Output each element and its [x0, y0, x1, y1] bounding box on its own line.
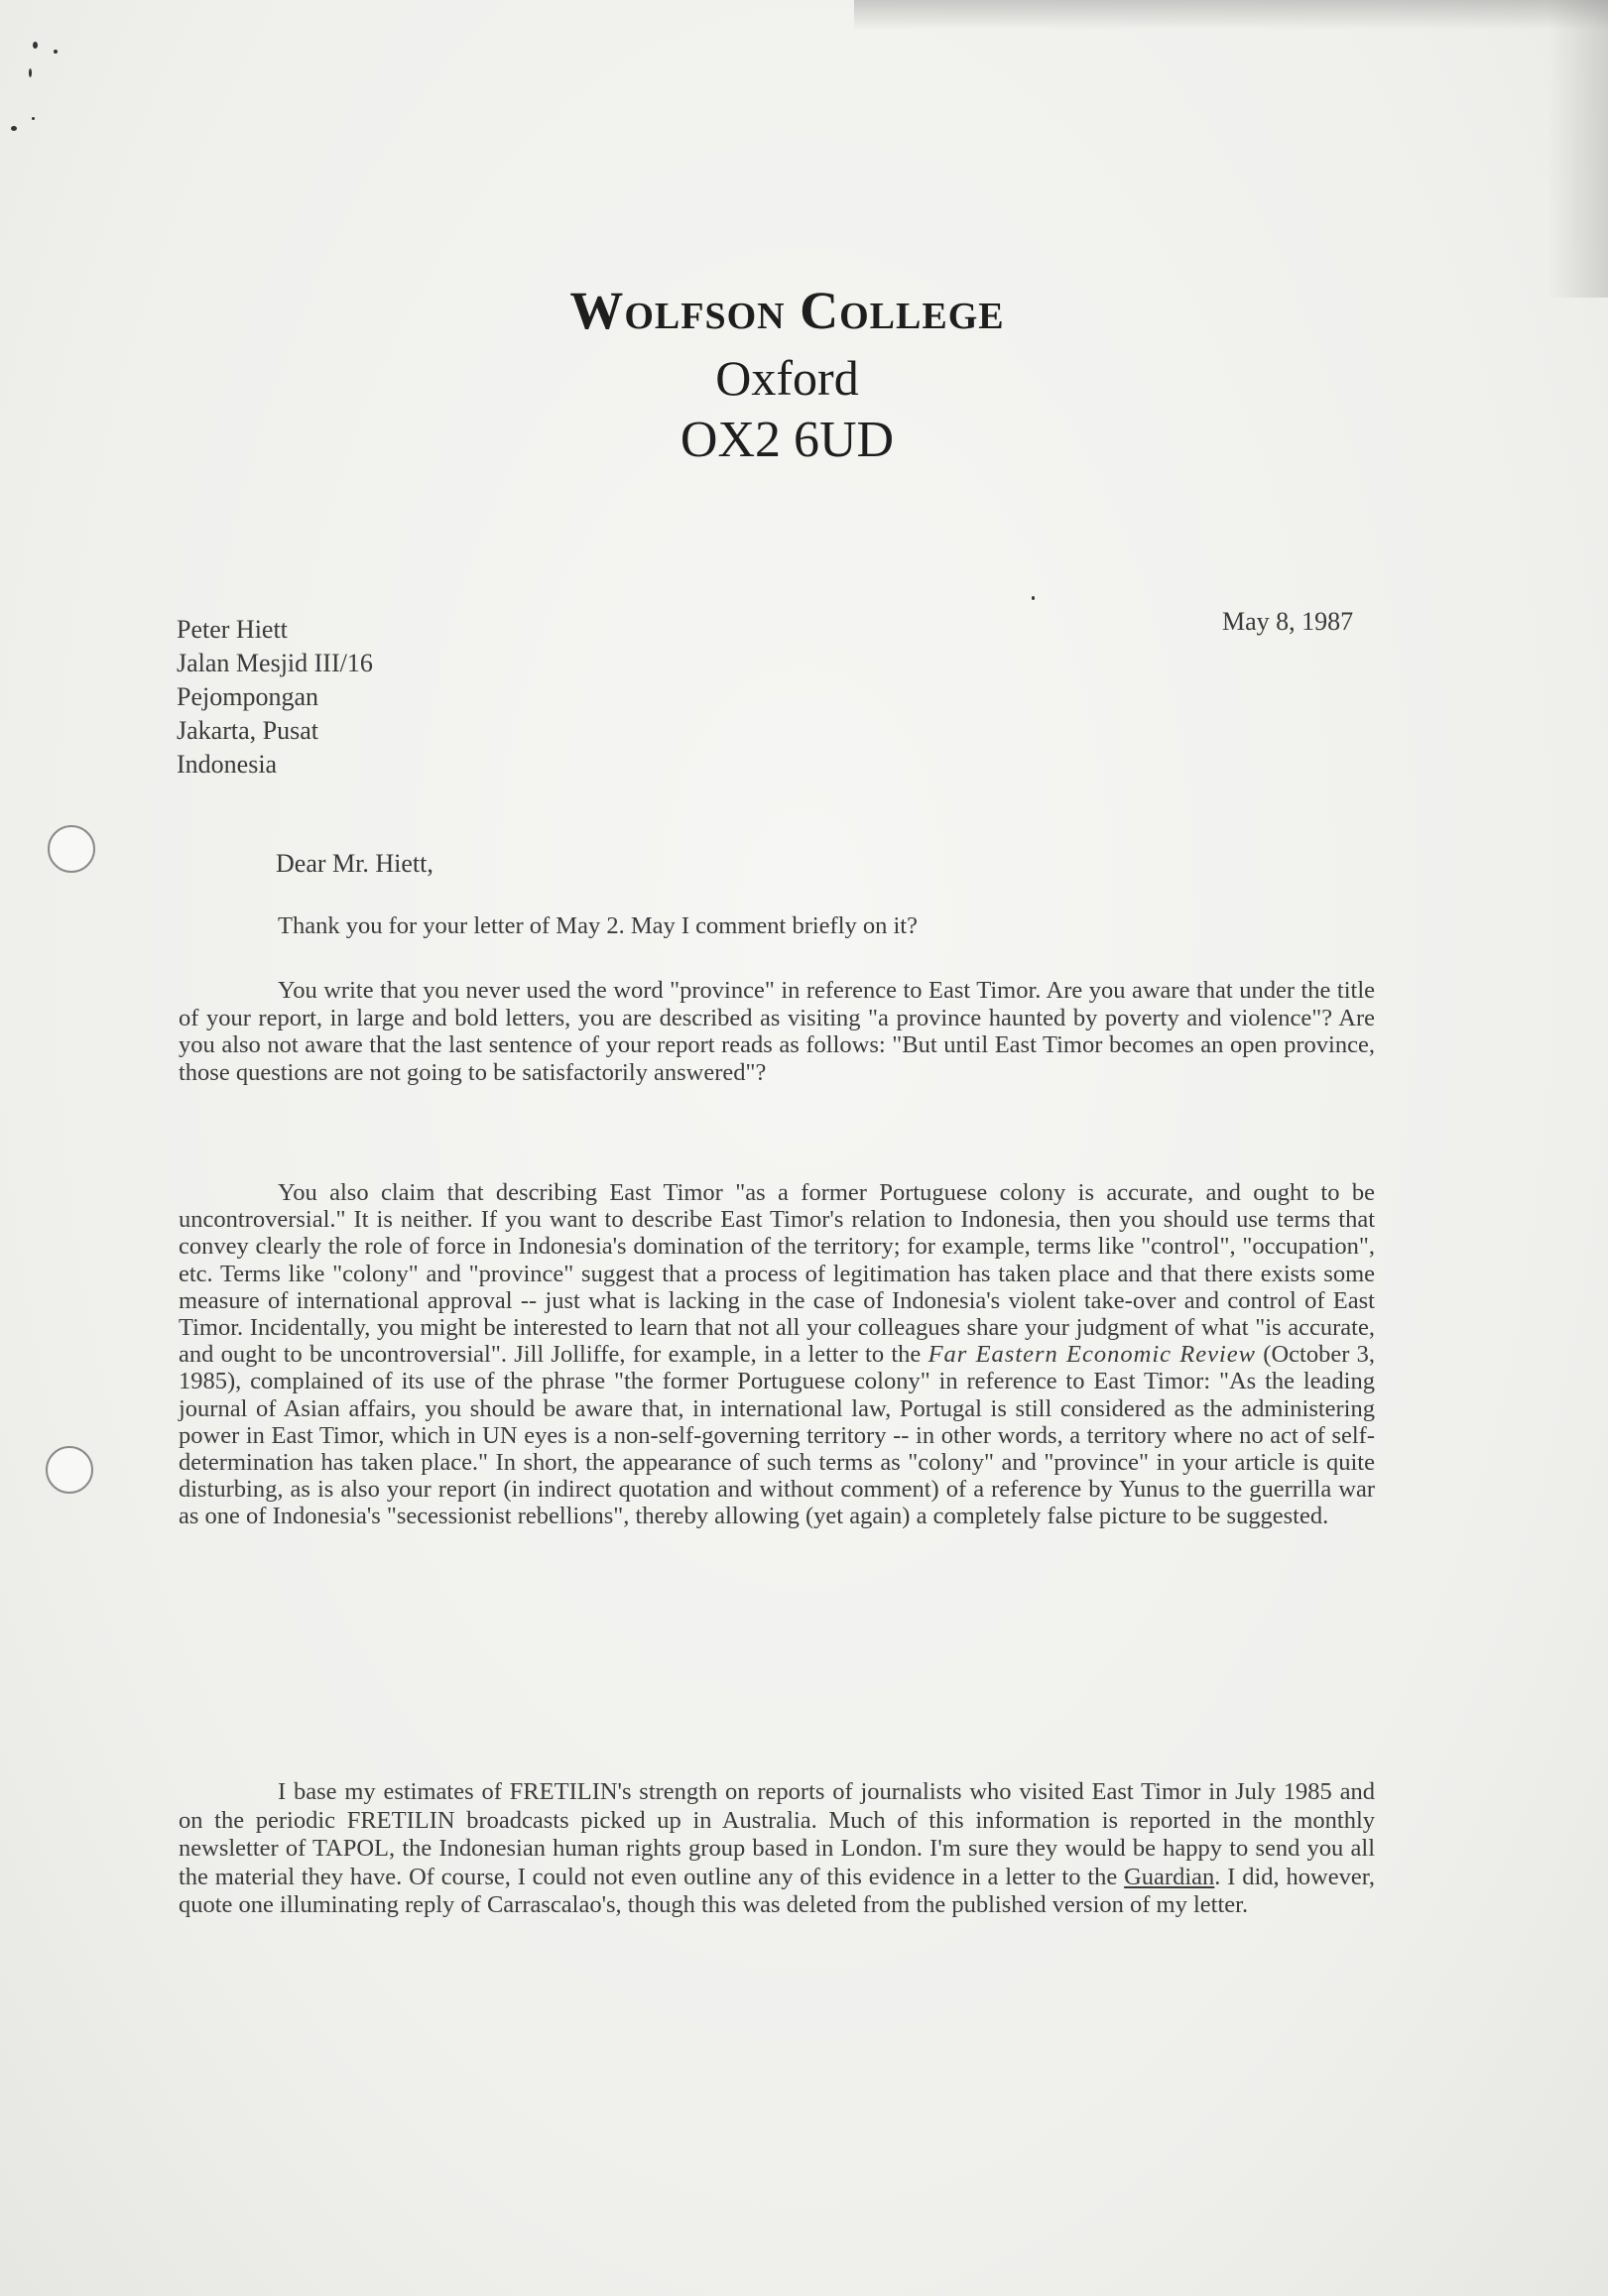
address-line: Indonesia	[177, 750, 278, 779]
scan-edge-shadow	[1548, 0, 1608, 298]
scan-speck	[1032, 596, 1035, 600]
address-line: Peter Hiett	[177, 615, 288, 644]
paragraph-3	[179, 1179, 1375, 1530]
recipient-address	[177, 613, 373, 782]
scan-speck	[54, 50, 58, 54]
journal-title: Far Eastern Economic Review	[928, 1341, 1257, 1369]
letterhead-postcode: OX2 6UD	[680, 412, 895, 468]
paragraph-4-text: I base my estimates of FRETILIN's strength on reports of journalists who visited East Timor in July 1985 and on the periodic FRETILIN broadcasts picked up in Australia. Much of this information is reported in the monthly newsletter of TAPOL, the Indonesian human rights group based in London. I'm sure they would be happy to send you all the material they have. Of course, I could not even outline any of this evidence in a letter to the	[179, 1778, 1375, 1890]
newspaper-title: Guardian	[1124, 1863, 1215, 1890]
paragraph-3-text: You also claim that describing East Timor "as a former Portuguese colony is accurate, and ought to be uncontroversial." It is neither. If you want to describe East Timor's relation to Indonesia, then you should use terms that convey clearly the role of force in Indonesia's domination of the territory; for example, terms like "control", "occupation", etc. Terms like "colony" and "province" suggest that a process of legitimation has taken place and that there exists some measure of international approval -- just what is lacking in the case of Indonesia's violent take-over and control of East Timor. Incidentally, you might be interested to learn that not all your colleagues share your judgment of what "is accurate, and ought to be uncontroversial". Jill Jolliffe, for example, in a letter to the	[179, 1179, 1375, 1369]
paragraph-3-text-continued: (October 3, 1985), complained of its use of the phrase "the former Portuguese colony" in reference to East Timor: "As the leading journal of Asian affairs, you should be aware that, in international law, Portugal is still considered as the administering power in East Timor, which in UN eyes is a non-self-governing territory -- in other words, a territory where no act of self-determination has taken place." In short, the appearance of such terms as "colony" and "province" in your article is quite disturbing, as is also your report (in indirect quotation and without comment) of a reference by Yunus to the guerrilla war as one of Indonesia's "secessionist rebellions", thereby allowing (yet again) a completely false picture to be suggested.	[179, 1341, 1376, 1530]
salutation: Dear Mr. Hiett,	[276, 849, 433, 878]
address-line: Jakarta, Pusat	[177, 716, 318, 745]
paragraph-4	[179, 1778, 1375, 1920]
scan-speck	[29, 68, 32, 77]
scan-speck	[33, 42, 38, 49]
address-line: Pejompongan	[177, 682, 318, 711]
punch-hole-bottom	[46, 1446, 93, 1494]
scan-speck	[32, 117, 35, 120]
paragraph-4-text-continued: . I did, however, quote one illuminating reply of Carrascalao's, though this was deleted from the published version of my letter.	[179, 1863, 1376, 1918]
scan-edge-shadow	[854, 0, 1608, 30]
letter-date: May 8, 1987	[1222, 607, 1354, 636]
letterhead-city: Oxford	[715, 350, 859, 406]
letterhead-college: Wolfson College	[569, 281, 1005, 340]
scan-speck	[11, 126, 17, 131]
paragraph-1: Thank you for your letter of May 2. May I comment briefly on it?	[278, 912, 918, 939]
paragraph-2: You write that you never used the word "province" in reference to East Timor. Are you aware that under the title of your report, in large and bold letters, you are described as visiting "a province haunted by poverty and violence"? Are you also not aware that the last sentence of your report reads as follows: "But until East Timor becomes an open province, those questions are not going to be satisfactorily answered"?	[179, 977, 1375, 1086]
address-line: Jalan Mesjid III/16	[177, 649, 373, 677]
punch-hole-top	[48, 825, 95, 873]
